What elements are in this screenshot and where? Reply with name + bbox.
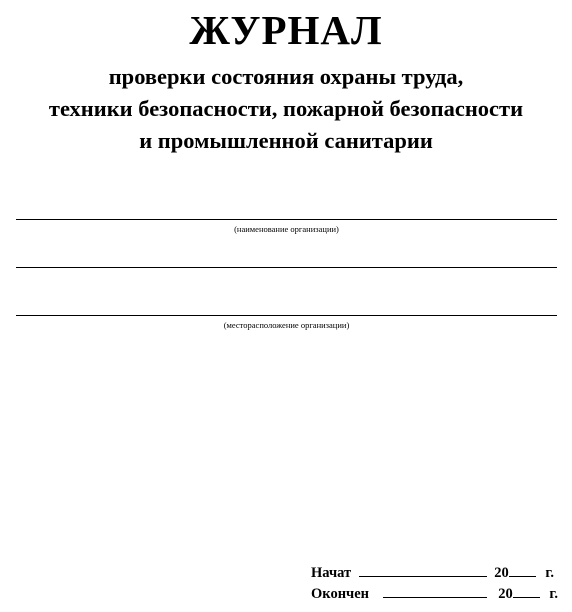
organization-name-caption: (наименование организации) [234, 224, 339, 234]
organization-name-line[interactable] [16, 219, 557, 220]
started-date-blank[interactable] [359, 563, 487, 577]
finished-year-blank[interactable] [513, 584, 540, 598]
journal-subtitle [0, 61, 572, 157]
started-year-prefix: 20 [494, 565, 509, 581]
started-year-suffix: г. [545, 565, 554, 581]
subtitle-line: техники безопасности, пожарной безопасности [48, 96, 524, 121]
started-row [311, 563, 554, 582]
finished-label: Окончен [311, 586, 370, 602]
organization-name-line-2[interactable] [16, 267, 557, 268]
started-label: Начат [311, 565, 352, 581]
finished-year-suffix: г. [549, 586, 558, 602]
finished-date-blank[interactable] [383, 584, 487, 598]
organization-location-line[interactable] [16, 315, 557, 316]
organization-location-caption: (месторасположение организации) [223, 320, 350, 330]
finished-row [311, 584, 558, 603]
subtitle-line: и промышленной санитарии [139, 128, 433, 153]
journal-title: ЖУРНАЛ [189, 7, 383, 53]
finished-year-prefix: 20 [498, 586, 513, 602]
started-year-blank[interactable] [509, 563, 536, 577]
subtitle-line: проверки состояния охраны труда, [108, 64, 464, 89]
